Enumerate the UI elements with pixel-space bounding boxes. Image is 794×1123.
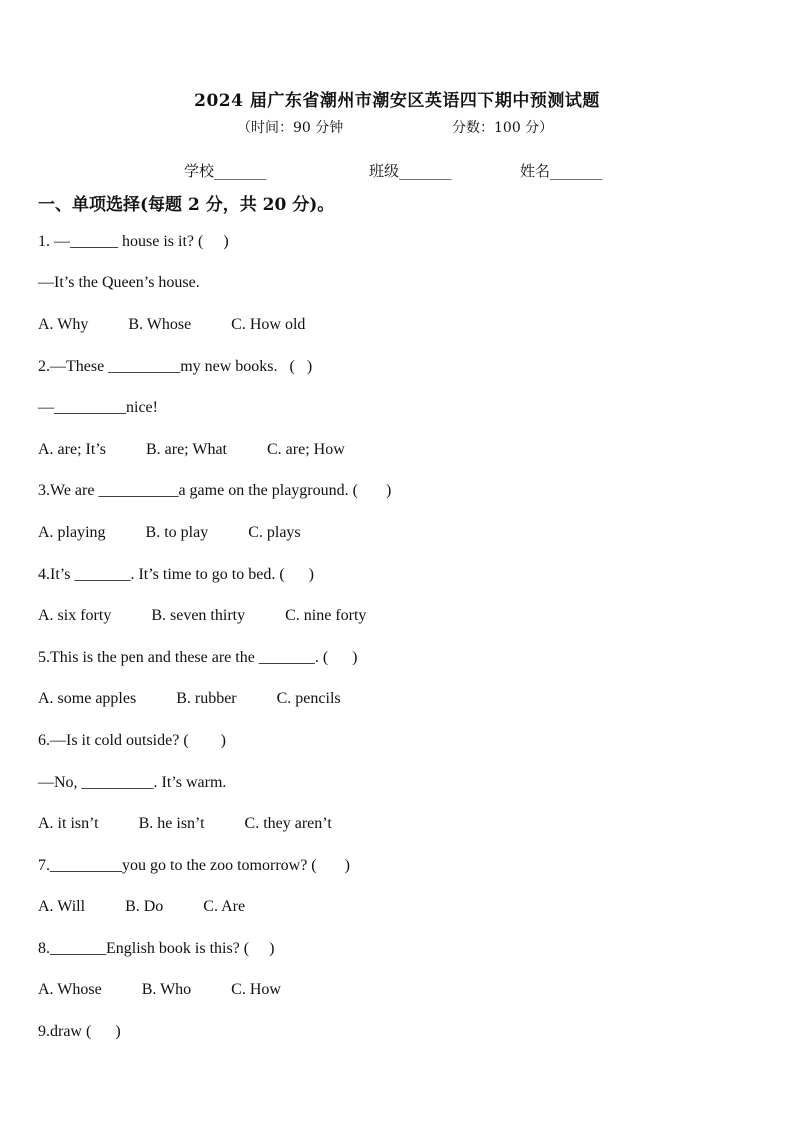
options-line: A. some apples B. rubber C. pencils [38,690,341,707]
school-field: 学校_______ [184,162,267,180]
question-line: —_________nice! [38,399,158,416]
options-line: A. Will B. Do C. Are [38,898,246,915]
question-line: 8._______English book is this? ( ) [38,940,275,957]
page-title: 2024 届广东省潮州市潮安区英语四下期中预测试题 [194,91,600,111]
question-line: 1. —______ house is it? ( ) [38,233,229,250]
options-line: A. it isn’t B. he isn’t C. they aren’t [38,815,332,832]
question-line: —No, _________. It’s warm. [38,774,227,791]
question-line: 2.—These _________my new books. ( ) [38,358,313,375]
class-field: 班级_______ [369,162,452,180]
question-line: 7._________you go to the zoo tomorrow? ( ) [38,857,350,874]
section-title: 一、单项选择(每题 2 分，共 20 分)。 [38,195,335,215]
options-line: A. Why B. Whose C. How old [38,316,306,333]
options-line: A. six forty B. seven thirty C. nine forty [38,607,367,624]
exam-score: 分数：100 分） [452,120,554,136]
name-field: 姓名_______ [520,162,603,180]
question-line: 3.We are __________a game on the playground. ( ) [38,482,392,499]
exam-time: （时间：90 分钟 [237,120,344,136]
options-line: A. are; It’s B. are; What C. are; How [38,441,345,458]
question-line: —It’s the Queen’s house. [38,274,200,291]
options-line: A. Whose B. Who C. How [38,981,281,998]
question-line: 5.This is the pen and these are the _______. ( ) [38,649,358,666]
question-line: 4.It’s _______. It’s time to go to bed. ( ) [38,566,314,583]
options-line: A. playing B. to play C. plays [38,524,301,541]
question-line: 9.draw ( ) [38,1023,121,1040]
question-line: 6.—Is it cold outside? ( ) [38,732,226,749]
